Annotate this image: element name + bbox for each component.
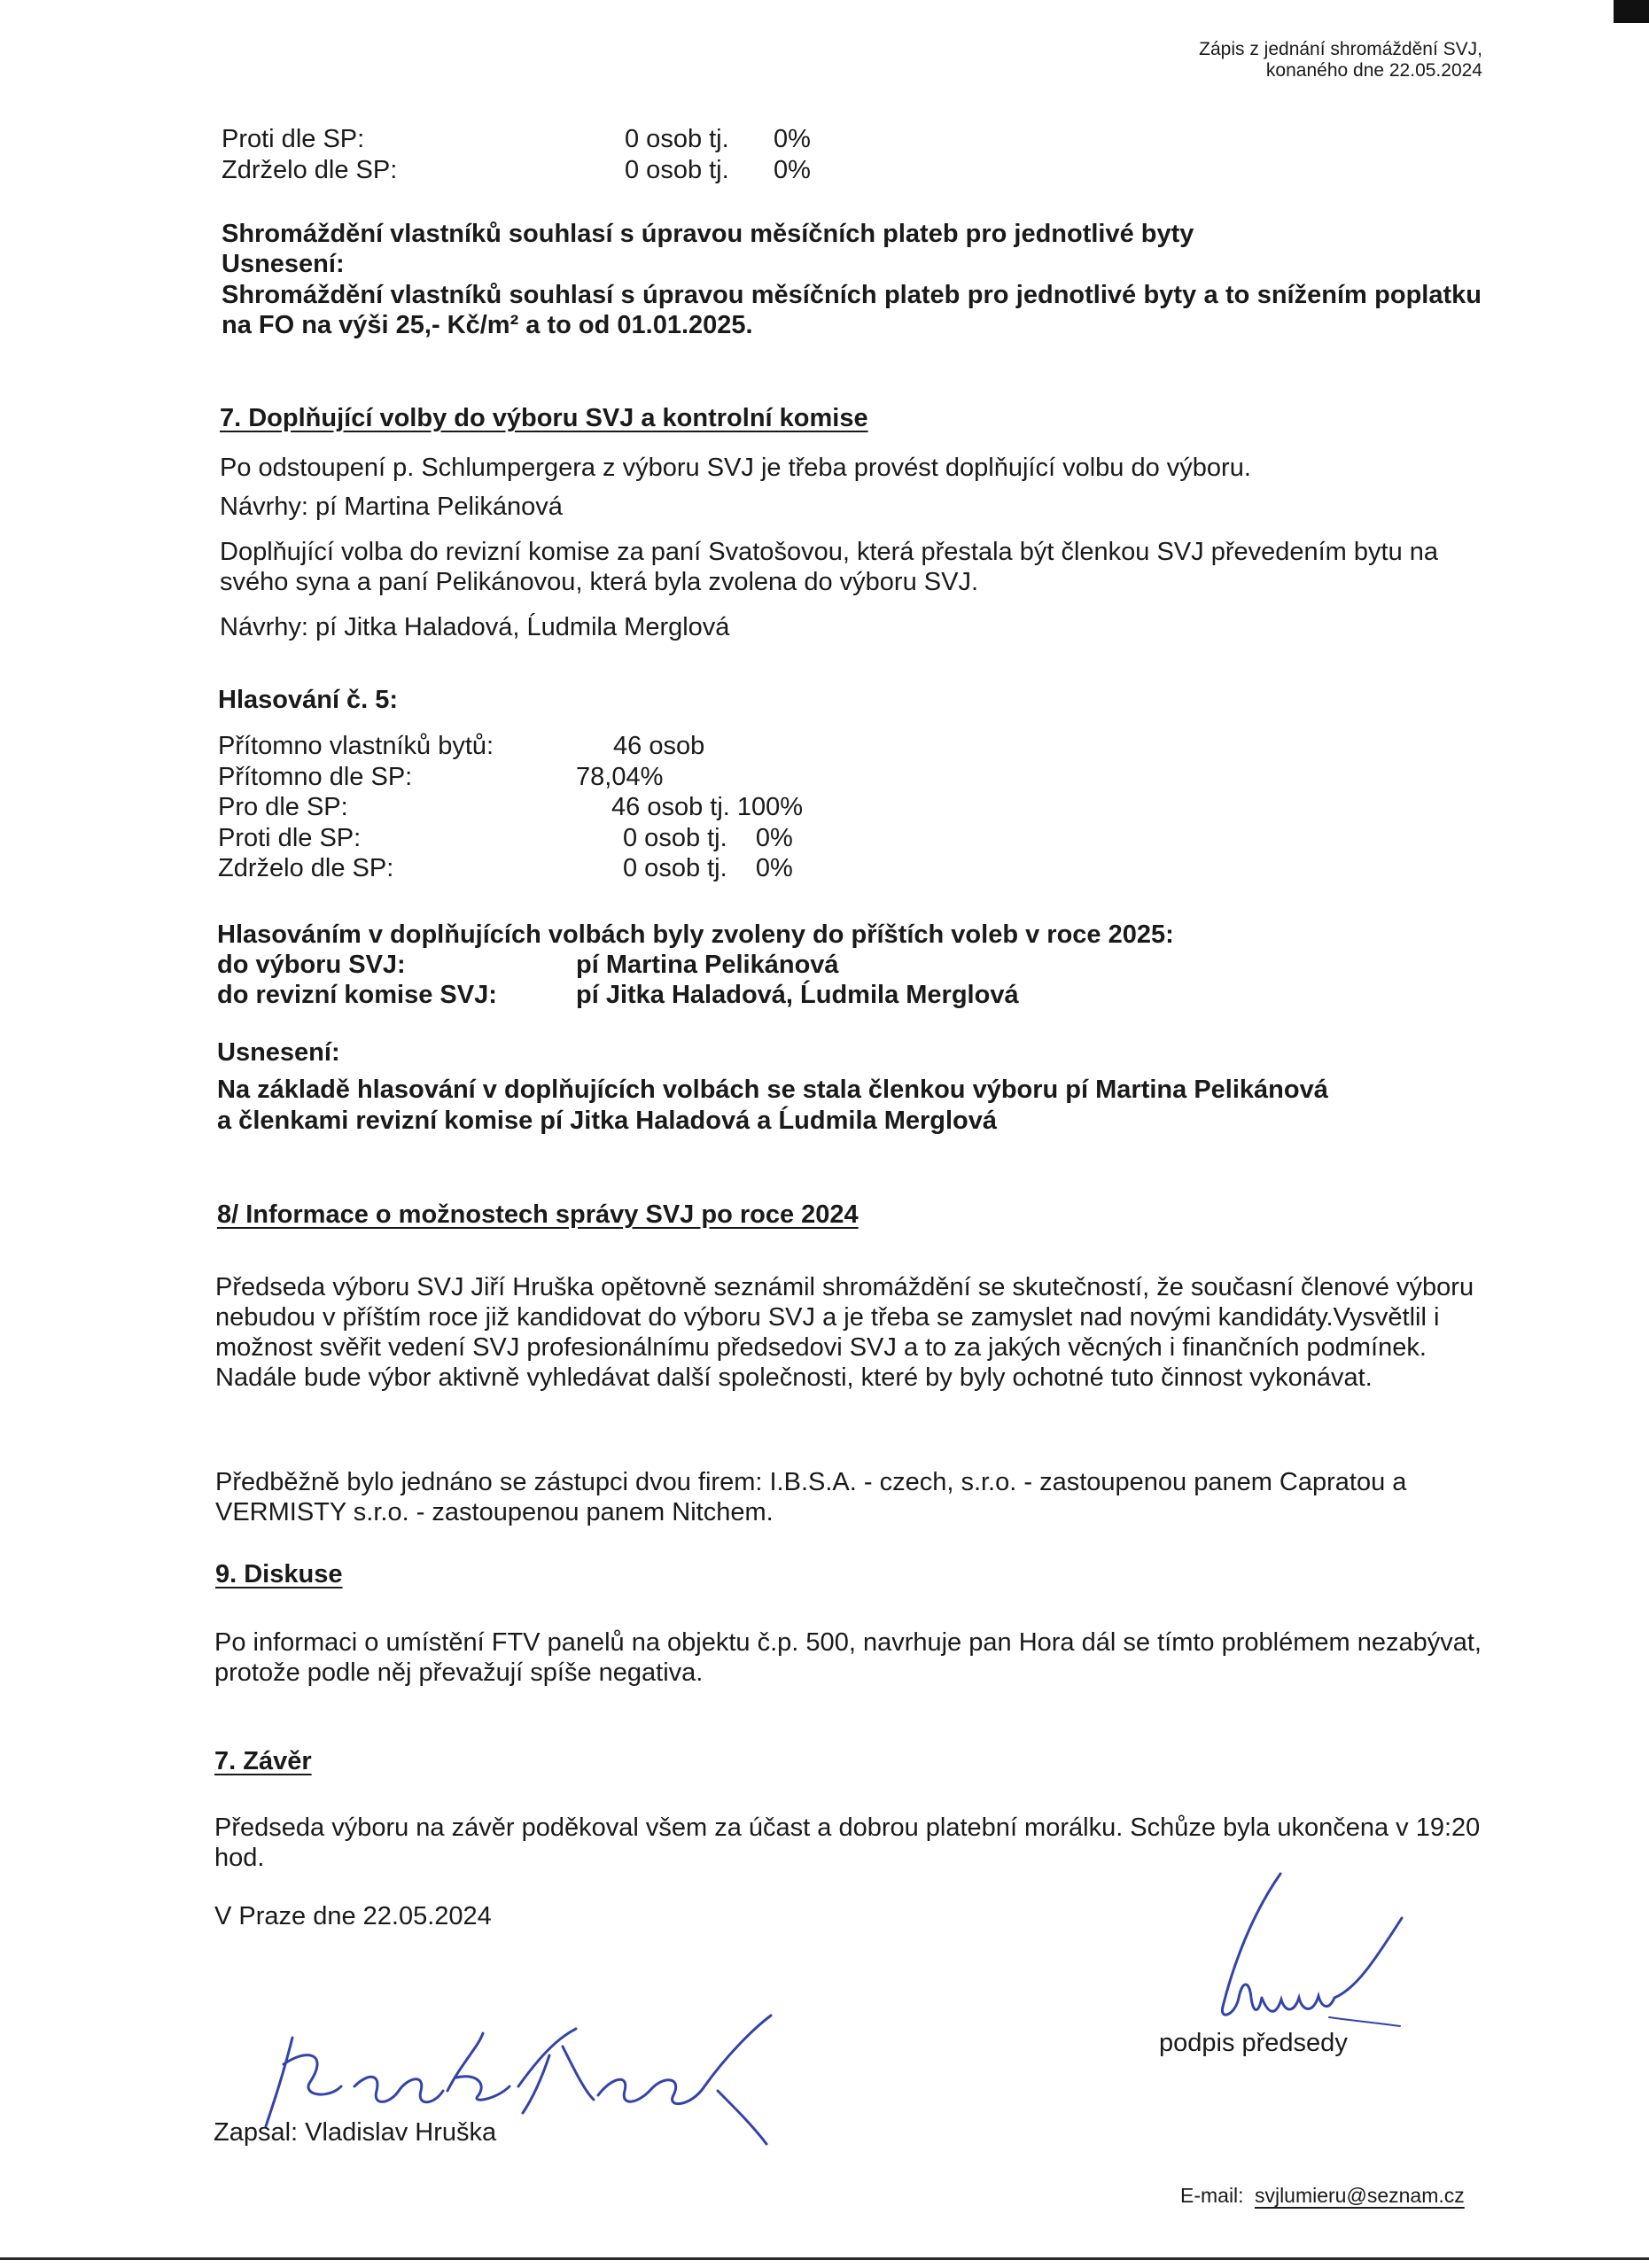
- vote-value: 46 osob tj. 100%: [611, 793, 804, 821]
- section-heading: 8/ Informace o možnostech správy SVJ po roce 2024: [217, 1200, 859, 1229]
- audit-label: do revizní komise SVJ:: [217, 981, 497, 1009]
- committee-label: do výboru SVJ:: [217, 951, 406, 979]
- section-heading: 7. Závěr: [214, 1747, 312, 1775]
- page-bottom-border: [0, 2257, 1649, 2260]
- vote-value: 0 osob tj. 0%: [623, 854, 793, 882]
- vote-label: Pro dle SP:: [218, 793, 348, 821]
- vote-value: 0 osob tj.: [625, 125, 729, 153]
- vote-value: 0 osob tj.: [625, 156, 729, 184]
- vote-value: 0 osob tj. 0%: [623, 824, 793, 852]
- paragraph: Návrhy: pí Martina Pelikánová: [220, 493, 563, 521]
- email-link[interactable]: svjlumieru@seznam.cz: [1254, 2184, 1465, 2207]
- vote-label: Zdrželo dle SP:: [222, 156, 398, 184]
- section-heading: 7. Doplňující volby do výboru SVJ a kontrolní komise: [220, 404, 868, 432]
- paragraph: Po informaci o umístění FTV panelů na objektu č.p. 500, navrhuje pan Hora dál se tímto problémem nezabývat, protože podle něj převažují spíše negativa.: [214, 1628, 1482, 1687]
- section-heading: 9. Diskuse: [215, 1560, 343, 1588]
- paragraph: Předběžně bylo jednáno se zástupci dvou firem: I.B.S.A. - czech, s.r.o. - zastoupenou panem Capratou a VERMISTY s.r.o. - zastoupenou panem Nitchem.: [215, 1468, 1407, 1526]
- scan-corner-mark: [1614, 0, 1649, 23]
- footer-email: [1180, 2183, 1465, 2208]
- header-line-1: Zápis z jednání shromáždění SVJ,: [1199, 39, 1482, 59]
- paragraph: Předseda výboru na závěr poděkoval všem za účast a dobrou platební morálku. Schůze byla ukončena v 19:20 hod.: [214, 1814, 1481, 1872]
- resolution-text: a členkami revizní komise pí Jitka Haladová a Ĺudmila Merglová: [217, 1107, 998, 1135]
- paragraph: Návrhy: pí Jitka Haladová, Ĺudmila Merglová: [220, 613, 730, 641]
- audit-value: pí Jitka Haladová, Ĺudmila Merglová: [576, 981, 1019, 1009]
- vote-label: Přítomno vlastníků bytů:: [218, 732, 494, 760]
- place-date: V Praze dne 22.05.2024: [214, 1902, 492, 1930]
- vote-label: Proti dle SP:: [218, 824, 362, 852]
- resolution-title: Shromáždění vlastníků souhlasí s úpravou měsíčních plateb pro jednotlivé byty: [222, 220, 1194, 248]
- vote-label: Proti dle SP:: [222, 125, 365, 153]
- paragraph: Předseda výboru SVJ Jiří Hruška opětovně seznámil shromáždění se skutečností, že současní členové výboru nebudou v příštím roce již kandidovat do výboru SVJ a je třeba se zamyslet nad novými kandidáty.Vysvětlil i možnost svěřit vedení SVJ profesionálnímu předsedovi SVJ a to za jakých věcných i finančních podmínek. Nadále bude výbor aktivně vyhledávat další společnosti, které by byly ochotné tuto činnost vykonávat.: [215, 1273, 1474, 1392]
- paragraph: Doplňující volba do revizní komise za paní Svatošovou, která přestala být členkou SVJ převedením bytu na svého syna a paní Pelikánovou, která byla zvolena do výboru SVJ.: [220, 538, 1439, 596]
- vote-title: Hlasování č. 5:: [218, 686, 399, 714]
- chairman-signature-caption: podpis předsedy: [1159, 2029, 1348, 2057]
- paragraph: Po odstoupení p. Schlumpergera z výboru SVJ je třeba provést doplňující volbu do výboru.: [220, 454, 1251, 482]
- vote-label: Přítomno dle SP:: [218, 763, 413, 791]
- resolution-label: Usnesení:: [222, 250, 345, 278]
- resolution-text: Na základě hlasování v doplňujících volbách se stala členkou výboru pí Martina Pelikánová: [217, 1076, 1328, 1104]
- vote-value: 78,04%: [576, 763, 664, 791]
- election-result-line: Hlasováním v doplňujících volbách byly zvoleny do příštích voleb v roce 2025:: [217, 920, 1174, 949]
- header-line-2: konaného dne 22.05.2024: [1265, 60, 1482, 81]
- resolution-text: Shromáždění vlastníků souhlasí s úpravou měsíčních plateb pro jednotlivé byty a to snížením poplatku na FO na výši 25,- Kč/m² a to od 01.01.2025.: [222, 281, 1482, 339]
- vote-value: 46 osob: [613, 732, 705, 760]
- page-header: [1199, 39, 1482, 82]
- resolution-label: Usnesení:: [217, 1038, 340, 1067]
- email-label: E-mail:: [1180, 2184, 1244, 2207]
- recorder: Zapsal: Vladislav Hruška: [214, 2118, 497, 2147]
- vote-percent: 0%: [774, 156, 811, 184]
- committee-value: pí Martina Pelikánová: [576, 951, 839, 979]
- vote-percent: 0%: [774, 125, 811, 153]
- vote-label: Zdrželo dle SP:: [218, 854, 394, 882]
